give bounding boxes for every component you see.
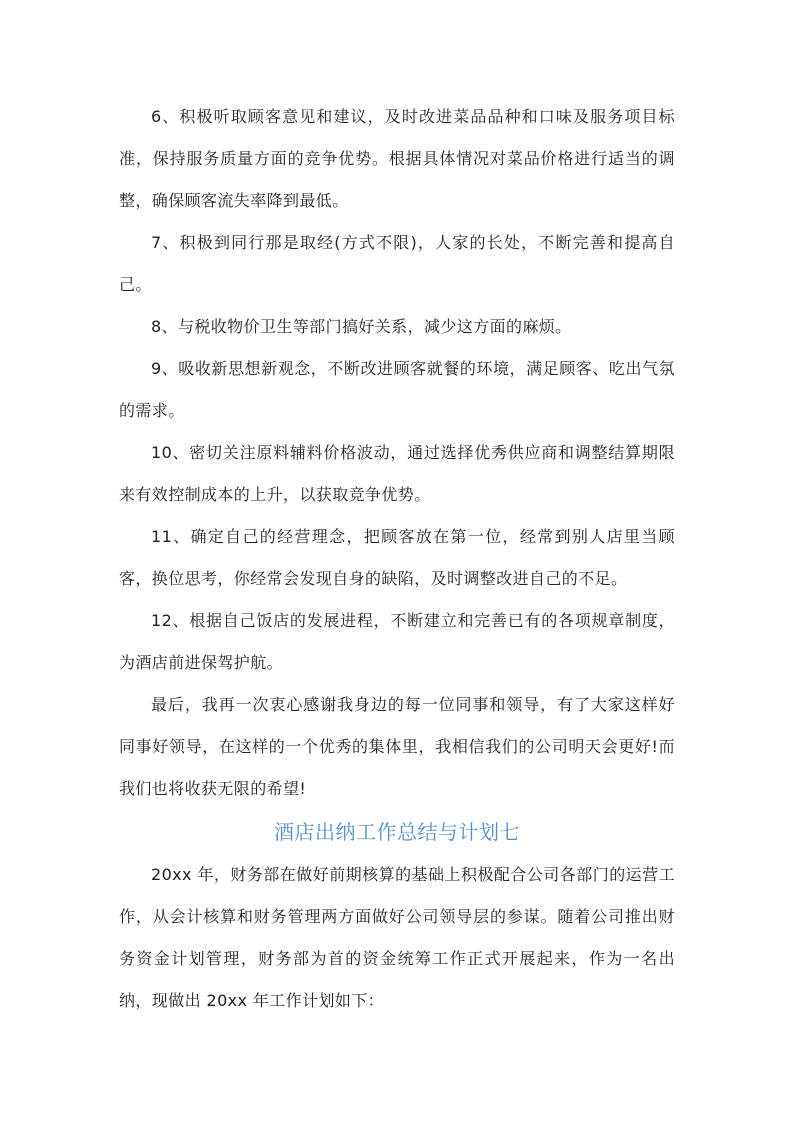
paragraph-item-11: 11、确定自己的经营理念，把顾客放在第一位，经常到别人店里当顾客，换位思考，你经常会发现自身的缺陷，及时调整改进自己的不足。 <box>119 527 675 588</box>
paragraph-item-12: 12、根据自己饭店的发展进程，不断建立和完善已有的各项规章制度，为酒店前进保驾护航。 <box>119 611 675 672</box>
paragraph-intro: 20xx 年，财务部在做好前期核算的基础上积极配合公司各部门的运营工作，从会计核算和财务管理两方面做好公司领导层的参谋。随着公司推出财务资金计划管理，财务部为首的资金统筹工作正式开展起来，作为一名出纳，现做出 20xx 年工作计划如下： <box>119 865 675 1010</box>
paragraph-item-6: 6、积极听取顾客意见和建议，及时改进菜品品种和口味及服务项目标准，保持服务质量方面的竞争优势。根据具体情况对菜品价格进行适当的调整，确保顾客流失率降到最低。 <box>119 107 675 210</box>
section-heading: 酒店出纳工作总结与计划七 <box>274 820 520 844</box>
paragraph-item-8: 8、与税收物价卫生等部门搞好关系，减少这方面的麻烦。 <box>151 317 572 336</box>
paragraph-item-10: 10、密切关注原料辅料价格波动，通过选择优秀供应商和调整结算期限来有效控制成本的上升，以获取竞争优势。 <box>119 443 675 504</box>
paragraph-item-7: 7、积极到同行那是取经(方式不限)，人家的长处，不断完善和提高自己。 <box>119 233 675 294</box>
paragraph-closing: 最后，我再一次衷心感谢我身边的每一位同事和领导，有了大家这样好同事好领导，在这样的一个优秀的集体里，我相信我们的公司明天会更好!而我们也将收获无限的希望! <box>119 695 675 798</box>
paragraph-item-9: 9、吸收新思想新观念，不断改进顾客就餐的环境，满足顾客、吃出气氛的需求。 <box>119 359 675 420</box>
document-body <box>119 96 675 1022</box>
